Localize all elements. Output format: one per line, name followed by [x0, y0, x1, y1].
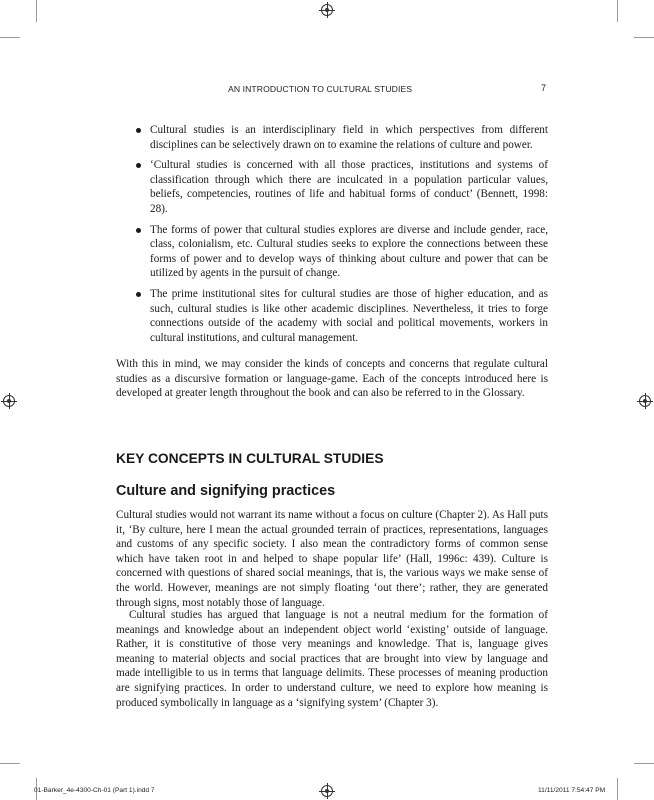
list-item-text: Cultural studies is an interdisciplinary field in which perspectives from different disciplines can be selectively drawn on to examine the relations of culture and power. — [150, 124, 548, 151]
crop-mark-top-right — [617, 0, 618, 22]
bullet-list — [136, 123, 548, 351]
crop-mark-left-bottom — [0, 763, 20, 764]
body-paragraph: Cultural studies has argued that language is not a neutral medium for the formation of meanings and knowledge about an independent object world ‘existing’ outside of language. Rather, it is constitutive of those very meanings and knowledge. That is, language gives meaning to material objects and social practices that are brought into view by language and made intelligible to us in terms that language delimits. These processes of meaning production are signifying practices. In order to understand culture, we need to explore how meaning is produced symbolically in language as a ‘signifying system’ (Chapter 3). — [116, 609, 548, 709]
page-number: 7 — [541, 83, 547, 93]
bullet-icon — [136, 128, 141, 133]
crop-mark-bottom-right — [617, 778, 618, 800]
bullet-icon — [136, 228, 141, 233]
crop-mark-right-top — [634, 37, 654, 38]
list-item-text: The forms of power that cultural studies explores are diverse and include gender, race, class, colonialism, etc. Cultural studies seeks to explore the connections between these forms of power and to develop ways of thinking about culture and power that can be utilized by agents in the pursuit of change. — [150, 223, 548, 280]
subsection-heading: Culture and signifying practices — [116, 483, 336, 499]
list-item-text: The prime institutional sites for cultural studies are those of higher education, and as such, cultural studies is like other academic disciplines. Nevertheless, it tries to forge connections outside of the academy with social and political movements, workers in cultural institutions, and cultural management. — [150, 287, 548, 344]
running-head: AN INTRODUCTION TO CULTURAL STUDIES — [228, 84, 413, 94]
registration-mark-right-icon — [639, 395, 651, 407]
slug-file-info: 01-Barker_4e-4300-Ch-01 (Part 1).indd 7 — [34, 787, 155, 794]
list-item — [136, 158, 548, 216]
crop-mark-left-top — [0, 37, 20, 38]
registration-mark-bottom-icon — [321, 785, 333, 797]
intro-paragraph: With this in mind, we may consider the kinds of concepts and concerns that regulate cultural studies as a discursive formation or language-game. Each of the concepts introduced here is developed at greater length throughout the book and can also be referred to in the Glossary. — [116, 358, 548, 400]
registration-mark-left-icon — [3, 395, 15, 407]
list-item-text: ‘Cultural studies is concerned with all those practices, institutions and systems of classification through which there are inculcated in a population particular values, beliefs, competencies, routines of life and habitual forms of conduct’ (Bennett, 1998: 28). — [150, 159, 548, 215]
bullet-icon — [136, 163, 141, 168]
slug-timestamp: 11/11/2011 7:54:47 PM — [538, 787, 606, 794]
body-paragraph: Cultural studies would not warrant its name without a focus on culture (Chapter 2). As Hall puts it, ‘By culture, here I mean the actual grounded terrain of practices, representations, languages and customs of any specific society. I also mean the contradictory forms of common sense which have taken root in and helped to shape popular life’ (Hall, 1996c: 439). Culture is concerned with questions of shared social meanings, that is, the various ways we make sense of the world. However, meanings are not simply floating ‘out there’; rather, they are generated through signs, most notably those of language. — [116, 509, 548, 609]
registration-mark-top-icon — [321, 4, 333, 16]
bullet-icon — [136, 292, 141, 297]
list-item — [136, 123, 548, 152]
crop-mark-right-bottom — [634, 763, 654, 764]
list-item — [136, 223, 548, 281]
section-heading: KEY CONCEPTS IN CULTURAL STUDIES — [116, 451, 384, 466]
crop-mark-top-left — [36, 0, 37, 22]
list-item — [136, 287, 548, 345]
